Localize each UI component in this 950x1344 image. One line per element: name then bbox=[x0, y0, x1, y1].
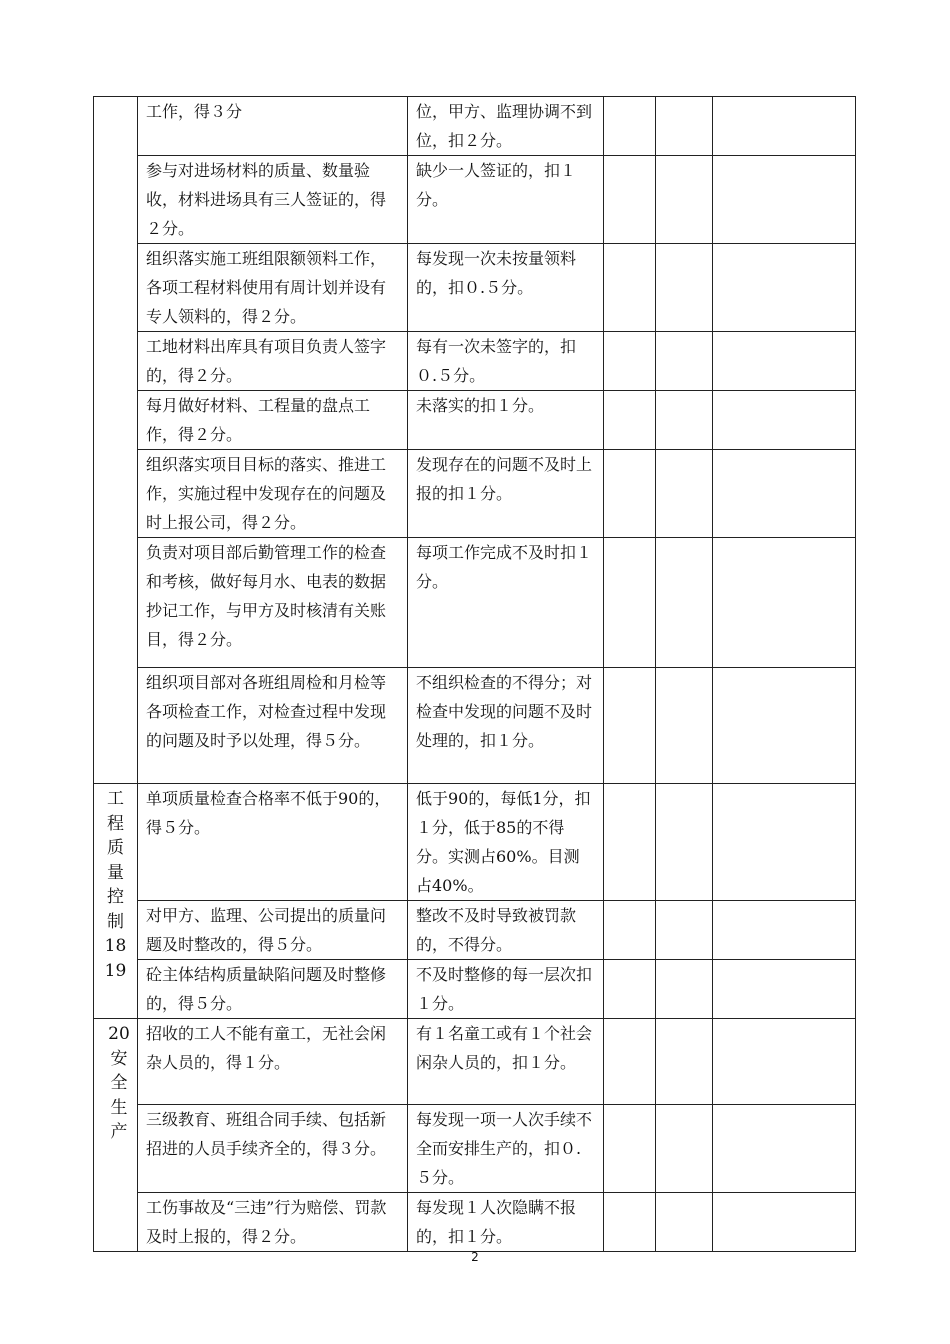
standard-cell: 招收的工人不能有童工，无社会闲杂人员的，得１分。 bbox=[138, 1019, 408, 1105]
category-char: 全 bbox=[110, 1073, 128, 1093]
remark-cell bbox=[713, 1019, 856, 1105]
table-row bbox=[94, 332, 856, 391]
table-row bbox=[94, 1105, 856, 1193]
remark-cell bbox=[713, 668, 856, 784]
remark-cell bbox=[713, 784, 856, 901]
score-cell bbox=[656, 901, 713, 960]
category-label-safety-production bbox=[102, 1019, 136, 1145]
remark-cell bbox=[713, 1105, 856, 1193]
table-row bbox=[94, 960, 856, 1019]
score-cell bbox=[656, 784, 713, 901]
remark-cell bbox=[713, 901, 856, 960]
standard-cell: 组织落实项目目标的落实、推进工作，实施过程中发现存在的问题及时上报公司，得２分。 bbox=[138, 450, 408, 538]
standard-cell: 工伤事故及“三违”行为赔偿、罚款及时上报的，得２分。 bbox=[138, 1193, 408, 1252]
category-char: 19 bbox=[104, 960, 127, 981]
table-row bbox=[94, 668, 856, 784]
category-char: 制 bbox=[107, 911, 124, 932]
score-cell bbox=[656, 1019, 713, 1105]
score-cell bbox=[604, 97, 656, 156]
remark-cell bbox=[713, 538, 856, 668]
remark-cell bbox=[713, 97, 856, 156]
table-row bbox=[94, 391, 856, 450]
score-cell bbox=[656, 97, 713, 156]
table-row bbox=[94, 1019, 856, 1105]
score-cell bbox=[604, 1019, 656, 1105]
category-char: 安 bbox=[110, 1048, 128, 1069]
deduction-cell: 有１名童工或有１个社会闲杂人员的，扣１分。 bbox=[408, 1019, 604, 1105]
category-char: 20 bbox=[108, 1024, 130, 1044]
standard-cell: 单项质量检查合格率不低于90的，得５分。 bbox=[138, 784, 408, 901]
assessment-table bbox=[93, 96, 856, 1252]
score-cell bbox=[656, 391, 713, 450]
remark-cell bbox=[713, 332, 856, 391]
score-cell bbox=[604, 538, 656, 668]
score-cell bbox=[604, 450, 656, 538]
score-cell bbox=[656, 244, 713, 332]
standard-cell: 组织落实施工班组限额领料工作，各项工程材料使用有周计划并设有专人领料的，得２分。 bbox=[138, 244, 408, 332]
table-row bbox=[94, 97, 856, 156]
category-char: 工 bbox=[107, 789, 124, 809]
score-cell bbox=[656, 332, 713, 391]
remark-cell bbox=[713, 450, 856, 538]
deduction-cell: 低于90的，每低1分，扣１分，低于85的不得分。实测占60%。目测占40%。 bbox=[408, 784, 604, 901]
score-cell bbox=[604, 668, 656, 784]
score-cell bbox=[604, 332, 656, 391]
score-cell bbox=[604, 391, 656, 450]
deduction-cell: 不组织检查的不得分；对检查中发现的问题不及时处理的，扣１分。 bbox=[408, 668, 604, 784]
category-char: 量 bbox=[107, 862, 124, 883]
table-row bbox=[94, 450, 856, 538]
table-row bbox=[94, 901, 856, 960]
deduction-cell: 位，甲方、监理协调不到位，扣２分。 bbox=[408, 97, 604, 156]
score-cell bbox=[656, 450, 713, 538]
deduction-cell: 每发现１人次隐瞒不报的，扣１分。 bbox=[408, 1193, 604, 1252]
score-cell bbox=[604, 1193, 656, 1252]
category-char: 程 bbox=[107, 813, 124, 834]
page-number: 2 bbox=[471, 1250, 479, 1264]
category-cell-safety-production bbox=[94, 1019, 138, 1252]
score-cell bbox=[656, 538, 713, 668]
standard-cell: 参与对进场材料的质量、数量验收，材料进场具有三人签证的，得２分。 bbox=[138, 156, 408, 244]
standard-cell: 对甲方、监理、公司提出的质量问题及时整改的，得５分。 bbox=[138, 901, 408, 960]
deduction-cell: 每有一次未签字的，扣０.５分。 bbox=[408, 332, 604, 391]
table-row bbox=[94, 538, 856, 668]
deduction-cell: 缺少一人签证的，扣１分。 bbox=[408, 156, 604, 244]
score-cell bbox=[604, 960, 656, 1019]
standard-cell: 三级教育、班组合同手续、包括新招进的人员手续齐全的，得３分。 bbox=[138, 1105, 408, 1193]
remark-cell bbox=[713, 156, 856, 244]
remark-cell bbox=[713, 960, 856, 1019]
score-cell bbox=[604, 156, 656, 244]
deduction-cell: 每发现一项一人次手续不全而安排生产的，扣０.５分。 bbox=[408, 1105, 604, 1193]
deduction-cell: 每发现一次未按量领料的，扣０.５分。 bbox=[408, 244, 604, 332]
deduction-cell: 不及时整修的每一层次扣１分。 bbox=[408, 960, 604, 1019]
score-cell bbox=[656, 1105, 713, 1193]
table-row bbox=[94, 244, 856, 332]
category-char: 生 bbox=[110, 1097, 128, 1118]
category-cell-blank bbox=[94, 97, 138, 784]
category-label-quality-control bbox=[104, 784, 128, 983]
standard-cell: 每月做好材料、工程量的盘点工作，得２分。 bbox=[138, 391, 408, 450]
score-cell bbox=[604, 1105, 656, 1193]
standard-cell: 工作，得３分 bbox=[138, 97, 408, 156]
deduction-cell: 发现存在的问题不及时上报的扣１分。 bbox=[408, 450, 604, 538]
category-char: 产 bbox=[110, 1122, 128, 1142]
score-cell bbox=[656, 960, 713, 1019]
score-cell bbox=[604, 901, 656, 960]
standard-cell: 工地材料出库具有项目负责人签字的，得２分。 bbox=[138, 332, 408, 391]
deduction-cell: 未落实的扣１分。 bbox=[408, 391, 604, 450]
category-char: 18 bbox=[104, 936, 127, 956]
remark-cell bbox=[713, 244, 856, 332]
table-row bbox=[94, 784, 856, 901]
score-cell bbox=[604, 784, 656, 901]
table-row bbox=[94, 1193, 856, 1252]
deduction-cell: 每项工作完成不及时扣１分。 bbox=[408, 538, 604, 668]
category-char: 控 bbox=[107, 887, 124, 907]
deduction-cell: 整改不及时导致被罚款的，不得分。 bbox=[408, 901, 604, 960]
category-cell-quality-control bbox=[94, 784, 138, 1019]
standard-cell: 组织项目部对各班组周检和月检等各项检查工作，对检查过程中发现的问题及时予以处理，得５分。 bbox=[138, 668, 408, 784]
standard-cell: 砼主体结构质量缺陷问题及时整修的，得５分。 bbox=[138, 960, 408, 1019]
score-cell bbox=[604, 244, 656, 332]
category-char: 质 bbox=[107, 838, 124, 858]
score-cell bbox=[656, 156, 713, 244]
standard-cell: 负责对项目部后勤管理工作的检查和考核，做好每月水、电表的数据抄记工作，与甲方及时核清有关账目，得２分。 bbox=[138, 538, 408, 668]
remark-cell bbox=[713, 1193, 856, 1252]
remark-cell bbox=[713, 391, 856, 450]
score-cell bbox=[656, 668, 713, 784]
score-cell bbox=[656, 1193, 713, 1252]
table-row bbox=[94, 156, 856, 244]
